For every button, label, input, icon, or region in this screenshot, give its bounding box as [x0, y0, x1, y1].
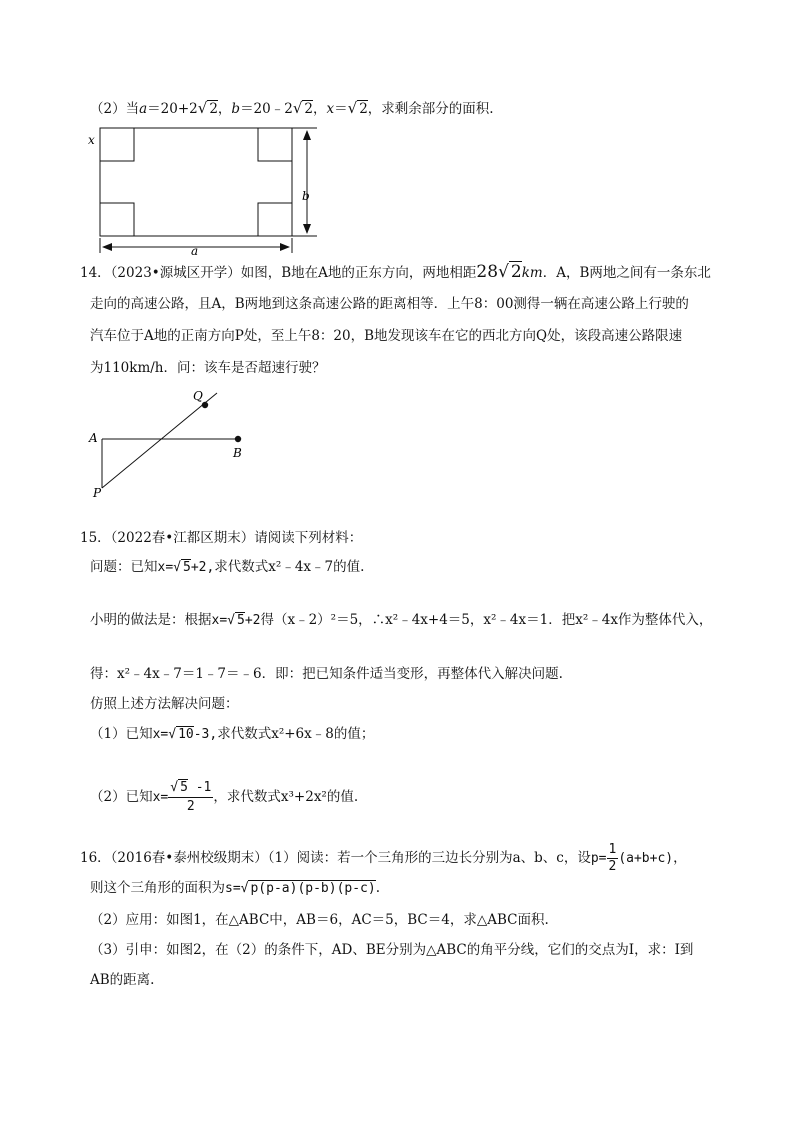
q16-p-eq: p=	[590, 851, 607, 866]
q15-xiaoming: 小明的做法是：根据x=√ 5+2得（x﹣2）²＝5，∴x²﹣4x+4＝5，x²﹣4x＝1．把x²﹣4x作为整体代入，	[90, 612, 713, 628]
point-B	[235, 436, 241, 442]
q14-line2: 走向的高速公路，且A，B两地到这条高速公路的距离相等．上午8：00测得一辆在高速公路上行驶的	[90, 296, 689, 312]
q15-part2	[90, 775, 358, 820]
q14-line4: 为110km/h．问：该车是否超速行驶？	[90, 360, 326, 376]
label-B: B	[233, 446, 242, 460]
q16-half-den: 2	[608, 859, 617, 874]
var-b: b	[231, 101, 241, 117]
q15-xm-steps: 得（x﹣2）²＝5，∴x²﹣4x+4＝5，x²﹣4x＝1．把x²﹣4x作为整体代入，	[260, 612, 713, 628]
q16-line2: 则这个三角形的面积为s=√ p(p-a)(p-b)(p-c).	[90, 880, 381, 896]
q15-problem-radicand: 5	[182, 560, 191, 575]
q14-number: 14．（2023•源城区开学）如图，	[80, 265, 282, 281]
q16-half-fraction	[607, 842, 619, 875]
q15-p2-num-tail: -1	[187, 780, 212, 795]
label-a: a	[191, 244, 199, 258]
q15-xm-x: x=	[211, 613, 228, 628]
label-x: x	[88, 133, 95, 147]
q16-p-paren: (a+b+c)	[618, 851, 674, 866]
q15-problem-x: x=	[157, 560, 174, 575]
q15-xm-radicand: 5	[236, 613, 245, 628]
q15-p1-radicand: 10	[178, 727, 194, 742]
q15-problem-question: 求代数式x²﹣4x﹣7的值.	[214, 559, 365, 575]
q15-xm-label: 小明的做法是：根据	[90, 612, 212, 628]
x-value: ＝	[334, 101, 348, 117]
q15-p1-label: （1）已知	[90, 726, 153, 742]
corner-square-br	[258, 203, 292, 236]
q16-line1	[80, 838, 687, 879]
q16-apply: （2）应用：如图1，在△ABC中，AB＝6，AC＝5，BC＝4，求△ABC面积.	[90, 912, 549, 928]
label-b: b	[302, 189, 310, 203]
sqrt-2-b: 2	[304, 101, 313, 117]
distance-coefficient: 28	[476, 262, 499, 282]
q16-comma: ，	[673, 850, 687, 866]
q16-area-period: .	[375, 880, 381, 896]
distance-radicand: 2	[510, 262, 522, 282]
q15-p1-question: 求代数式x²+6x﹣8的值；	[217, 726, 375, 742]
q16-area-s: s=	[225, 881, 241, 896]
q15-p1-x: x=	[152, 727, 169, 742]
q15-p2-radicand: 5	[180, 780, 188, 795]
corner-square-tr	[258, 128, 292, 161]
q13-part2-question: ，求剩余部分的面积.	[367, 101, 494, 117]
b-value: ＝20﹣2	[240, 101, 293, 117]
q15-p2-x: x=	[152, 790, 169, 805]
label-Q: Q	[193, 389, 203, 403]
distance-unit: km	[521, 265, 543, 281]
q16-half-num: 1	[608, 842, 617, 857]
q15-p1-minus: -3,	[193, 727, 218, 742]
q15-problem: 问题：已知x=√ 5+2,求代数式x²﹣4x﹣7的值.	[90, 559, 365, 575]
label-P: P	[93, 486, 102, 500]
q15-problem-plus: +2,	[190, 560, 215, 575]
q15-xm-plus: +2	[244, 613, 261, 628]
q15-p2-denominator: 2	[186, 799, 195, 814]
q16-extend1: （3）引申：如图2，在（2）的条件下，AD、BE分别为△ABC的角平分线，它们的交点为I，求：I到	[90, 942, 694, 958]
q14-text-a: B地在A地的正东方向，两地相距	[281, 265, 477, 281]
q16-number: 16．（2016春•泰州校级期末）（1）阅读：若一个三角形的三边长分别为a、b、c，设	[80, 850, 591, 866]
q15-p2-fraction: $\frac{√ 5 -1}{2}$	[170, 780, 212, 814]
corner-square-tl	[100, 128, 134, 161]
q15-imitate: 仿照上述方法解决问题：	[90, 696, 239, 712]
q16-area-radicand: p(p-a)(p-b)(p-c)	[250, 881, 376, 896]
q15-result: 得：x²﹣4x﹣7＝1﹣7＝﹣6．即：把已知条件适当变形，再整体代入解决问题.	[90, 666, 563, 682]
q13-part2-line: （2）当a＝20+2√ 2，b＝20﹣2√ 2，x＝√ 2，求剩余部分的面积.	[90, 99, 494, 117]
q14-line3: 汽车位于A地的正南方向P处，至上午8：20，B地发现该车在它的西北方向Q处，该段高速公路限速	[90, 328, 683, 344]
sqrt-2-a: 2	[209, 101, 218, 117]
label-A: A	[89, 431, 98, 445]
q15-p2-label: （2）已知	[90, 789, 153, 805]
q15-title: 15．（2022春•江都区期末）请阅读下列材料：	[80, 530, 363, 546]
q16-area-label: 则这个三角形的面积为	[90, 880, 225, 896]
corner-square-bl	[100, 203, 134, 236]
q14-text-b: ．A，B两地之间有一条东北	[542, 265, 711, 281]
q13-part2-number: （2）当	[90, 101, 140, 117]
q15-problem-label: 问题：已知	[90, 559, 158, 575]
outer-rectangle	[100, 128, 292, 236]
sqrt-2-x: 2	[359, 101, 368, 117]
a-value: ＝20+2	[147, 101, 198, 117]
q16-extend2: AB的距离.	[90, 972, 155, 988]
q14-highway-figure	[85, 385, 265, 500]
q13-rectangle-figure	[85, 120, 330, 260]
q15-part1: （1）已知x=√ 10-3,求代数式x²+6x﹣8的值；	[90, 726, 375, 742]
highway-line	[102, 393, 217, 488]
q15-p2-question: ，求代数式x³+2x²的值.	[213, 789, 359, 805]
q14-line1: 14．（2023•源城区开学）如图，B地在A地的正东方向，两地相距28√ 2km．A，B两地之间有一条东北	[80, 262, 711, 282]
var-x: x	[326, 101, 335, 117]
var-a: a	[139, 101, 148, 117]
